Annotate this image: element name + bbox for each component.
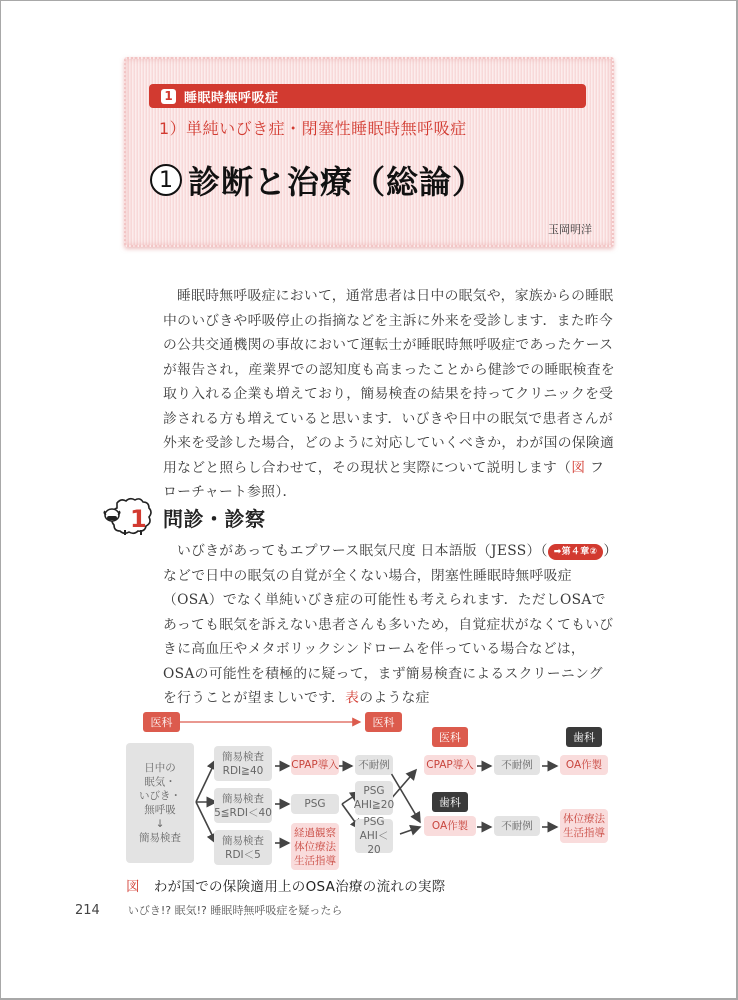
psg-label: PSG (363, 785, 385, 797)
title-text: 診断と治療（総論） (188, 163, 486, 201)
oa-box-mid: OA作製 (424, 816, 476, 836)
start-box (126, 743, 194, 863)
section1-paragraph (163, 539, 615, 711)
psg-criterion: AHI＜20 (359, 830, 389, 856)
title-number-circle: 1 (150, 164, 182, 196)
caption-text: わが国での保険適用上のOSA治療の流れの実際 (153, 879, 446, 895)
chapter-title: 睡眠時無呼吸症 (184, 90, 279, 106)
start-line: 簡易検査 (139, 832, 181, 844)
chapter-header-box (124, 57, 614, 247)
final-line: 生活指導 (563, 827, 605, 839)
svg-text:1: 1 (130, 505, 147, 533)
tag-dental-mid: 歯科 (432, 792, 468, 812)
chapter-bar (149, 84, 586, 108)
start-line: 無呼吸 (144, 804, 176, 816)
intro-text-end: フローチャート参照）． (163, 459, 605, 500)
test-box-rdi-low (214, 830, 272, 865)
intro-text: 睡眠時無呼吸症において，通常患者は日中の眠気や，家族からの睡眠中のいびきや呼吸停止の指摘などを主訴に外来を受診します．また昨今の公共交通機関の事故において運転士が睡眠時無呼吸症であったケースが報告され，産業界での認知度も高まったことから健診での睡眠検査を取り入れる企業も増えており，簡易検査の結果を持ってクリニックを受診される方も増えていると思います．いびきや日中の眠気で患者さんが外来を受診した場合，どのように対応していくべきか，わが国の保険適用などと照らし合わせて，その現状と実際について説明します（ (163, 288, 615, 476)
cpap-box-left: CPAP導入 (291, 755, 339, 775)
psg-criterion: AHI≧20 (353, 799, 395, 811)
section-title: 問診・診察 (163, 506, 266, 531)
section-subtitle: 1）単純いびき症・閉塞性睡眠時無呼吸症 (159, 119, 467, 138)
figure-caption (126, 875, 446, 895)
cpap-box-right: CPAP導入 (424, 755, 476, 775)
test-label: 簡易検査 (222, 792, 264, 805)
section1-text-end: のような症 (359, 690, 430, 706)
page-number: 214 (75, 903, 100, 918)
tag-medical-mid: 医科 (365, 712, 402, 732)
start-line: いびき・ (139, 790, 181, 802)
psg-high-box (355, 781, 393, 815)
observation-line: 体位療法 (294, 840, 336, 853)
down-arrow-icon: ↓ (155, 818, 165, 830)
observation-box (291, 823, 339, 870)
intolerance-box-3: 不耐例 (494, 816, 540, 836)
running-title: いびき!? 眠気!? 睡眠時無呼吸症を疑ったら (127, 904, 343, 917)
test-box-rdi-mid (214, 788, 272, 823)
tag-medical-start: 医科 (143, 712, 180, 732)
intro-paragraph (163, 284, 615, 505)
oa-box-top: OA作製 (560, 755, 608, 775)
figure-ref-link[interactable]: 図 (571, 459, 586, 476)
psg-label: PSG (363, 816, 385, 828)
author-name: 玉岡明洋 (548, 223, 592, 236)
psg-box: PSG (291, 794, 339, 814)
test-criterion: 5≦RDI＜40 (214, 806, 272, 819)
flowchart (120, 705, 620, 870)
section-heading (103, 497, 266, 537)
observation-line: 生活指導 (294, 854, 336, 867)
sheep-icon (103, 497, 159, 537)
table-ref-link[interactable]: 表 (345, 690, 360, 706)
intolerance-box-1: 不耐例 (355, 755, 393, 775)
chapter-ref-badge[interactable]: ➡第４章② (548, 544, 604, 560)
intolerance-box-2: 不耐例 (494, 755, 540, 775)
page-footer (75, 902, 342, 918)
test-box-rdi-high (214, 746, 272, 781)
test-label: 簡易検査 (222, 750, 264, 763)
tag-dental-top: 歯科 (566, 727, 602, 747)
test-criterion: RDI＜5 (225, 848, 261, 861)
final-box (560, 809, 608, 843)
tag-medical-right: 医科 (432, 727, 468, 747)
test-criterion: RDI≧40 (222, 764, 264, 777)
page-title (150, 157, 485, 203)
test-label: 簡易検査 (222, 834, 264, 847)
figure-label: 図 (126, 879, 140, 895)
start-line: 眠気・ (144, 776, 176, 788)
chapter-number-badge: 1 (161, 89, 176, 104)
psg-low-box (355, 816, 393, 856)
final-line: 体位療法 (563, 813, 605, 825)
observation-line: 経過観察 (294, 826, 336, 839)
section1-text: いびきがあってもエプワース眠気尺度 日本語版（JESS）（ (177, 543, 548, 559)
start-line: 日中の (144, 762, 176, 774)
section1-text-mid: ）などで日中の眠気の自覚が全くない場合，閉塞性睡眠時無呼吸症（OSA）でなく単純いびき症の可能性も考えられます．ただしOSAであっても眠気を訴えない患者さんも多いため，自覚症状がなくてもいびきに高血圧やメタボリックシンドロームを伴っている場合などは，OSAの可能性を積極的に疑って，まず簡易検査によるスクリーニングを行うことが望ましいです． (163, 543, 614, 706)
